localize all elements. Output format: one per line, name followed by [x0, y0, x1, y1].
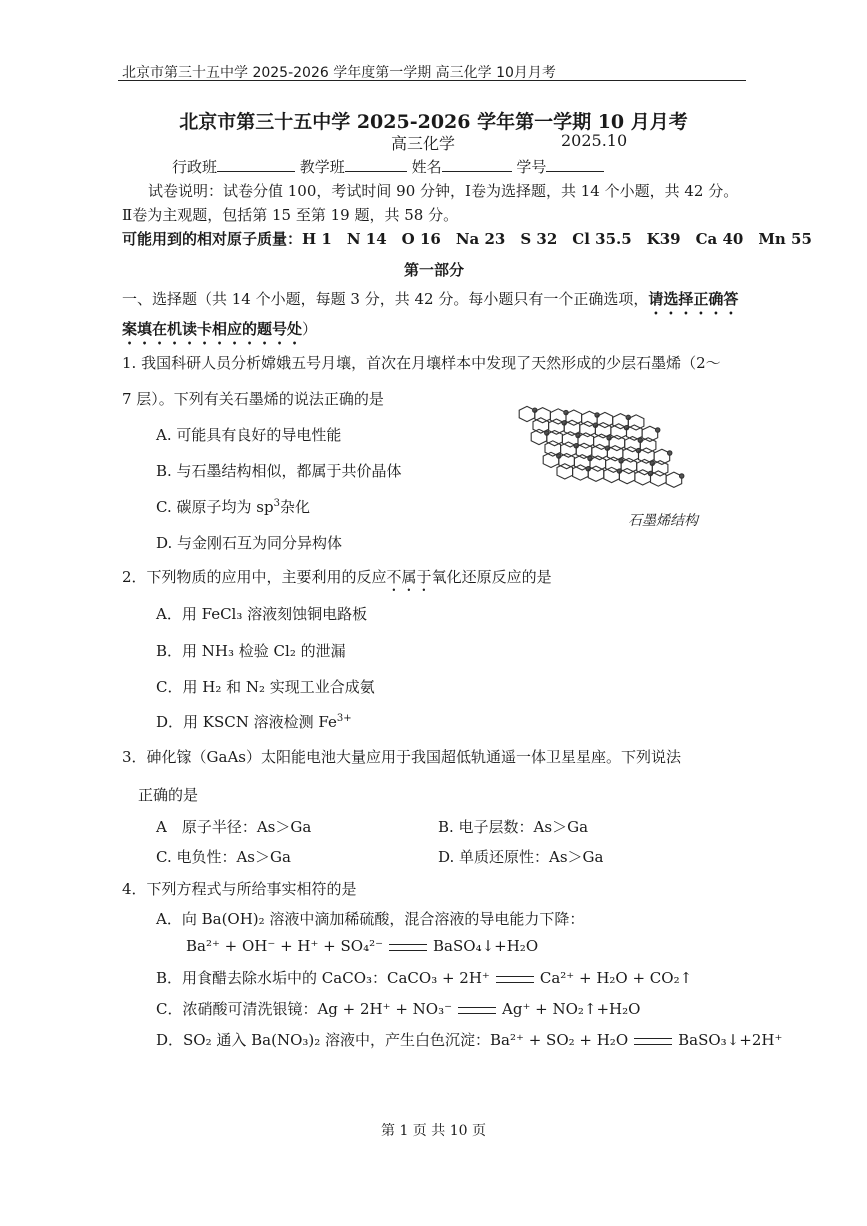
q3-stem-line-1: 3．砷化镓（GaAs）太阳能电池大量应用于我国超低轨通遥一体卫星星座。下列说法	[122, 748, 682, 766]
q2-stem	[122, 566, 552, 595]
field-class-teaching-blank[interactable]	[345, 157, 407, 172]
hexagon-ring	[628, 415, 644, 430]
q4-option-d	[156, 1029, 782, 1050]
hexagon-ring	[578, 433, 594, 448]
q2-option-d-text: D．用 KSCN 溶液检测 Fe	[156, 713, 337, 731]
instructions-line-2: Ⅱ卷为主观题，包括第 15 至第 19 题，共 58 分。	[122, 206, 459, 224]
field-number: 学号	[516, 158, 547, 176]
part-title: 第一部分	[404, 261, 465, 279]
section-intro-cont	[122, 318, 317, 348]
q1-option-a: A. 可能具有良好的导电性能	[156, 426, 342, 444]
hexagon-ring	[651, 471, 667, 486]
atomic-masses-label: 可能用到的相对原子质量：	[122, 230, 303, 248]
carbon-atom	[656, 428, 660, 432]
header-rule	[118, 80, 746, 81]
hexagon-ring	[609, 435, 625, 450]
q4-d-lhs: D．SO₂ 通入 Ba(NO₃)₂ 溶液中，产生白色沉淀：Ba²⁺ + SO₂ + H₂O	[156, 1031, 629, 1049]
hexagon-ring	[597, 412, 613, 427]
hexagon-ring	[543, 452, 559, 467]
hexagon-ring	[531, 429, 547, 444]
q2-stem-emphasis: 不属于	[386, 568, 432, 586]
instructions-line-1: 试卷说明：试卷分值 100，考试时间 90 分钟，Ⅰ卷为选择题，共 14 个小题，共 42 分。	[148, 182, 739, 200]
q3-stem-line-2: 正确的是	[138, 786, 199, 804]
q4-c-lhs: C．浓硝酸可清洗银镜：Ag + 2H⁺ + NO₃⁻	[156, 1000, 453, 1018]
graphene-structure-figure	[505, 398, 695, 514]
field-class-admin-blank[interactable]	[217, 157, 295, 172]
q4-option-a-equation	[186, 937, 538, 955]
section-intro-text: 一、选择题（共 14 个小题，每题 3 分，共 42 分。每小题只有一个正确选项，	[122, 290, 649, 308]
q4-option-b	[156, 967, 692, 988]
q2-option-c: C．用 H₂ 和 N₂ 实现工业合成氨	[156, 678, 375, 696]
exam-date: 2025.10	[561, 131, 628, 150]
field-number-blank[interactable]	[546, 157, 604, 172]
hexagon-ring	[535, 408, 551, 423]
q1-option-c-post: 杂化	[279, 498, 310, 516]
atomic-masses-values: H 1 N 14 O 16 Na 23 S 32 Cl 35.5 K39 Ca 40 Mn 55	[302, 230, 812, 248]
hexagon-ring	[635, 470, 651, 485]
q1-option-c-sup: 3	[273, 498, 280, 509]
section-emphasis-2: 案填在机读卡相应的题号处	[122, 320, 303, 338]
q3-option-d: D. 单质还原性：As＞Ga	[438, 848, 604, 866]
q2-option-b: B．用 NH₃ 检验 Cl₂ 的泄漏	[156, 642, 346, 660]
section-close: ）	[302, 320, 318, 338]
atomic-masses	[122, 228, 812, 249]
hexagon-ring	[519, 406, 535, 421]
hexagon-ring	[557, 464, 573, 479]
q2-option-a: A．用 FeCl₃ 溶液刻蚀铜电路板	[156, 605, 368, 623]
q3-option-c: C. 电负性：As＞Ga	[156, 848, 291, 866]
q4-a-equals-sign	[389, 944, 427, 951]
field-name-blank[interactable]	[442, 157, 512, 172]
hexagon-ring	[547, 431, 563, 446]
figure-caption: 石墨烯结构	[628, 513, 698, 529]
hexagon-ring	[573, 465, 589, 480]
q4-option-c	[156, 998, 640, 1019]
q2-option-d	[156, 711, 352, 732]
hexagon-ring	[619, 469, 635, 484]
hexagon-ring	[640, 438, 656, 453]
q4-a-lhs: Ba²⁺ + OH⁻ + H⁺ + SO₄²⁻	[186, 937, 384, 955]
q1-stem-line-1: 1. 我国科研人员分析嫦娥五号月壤，首次在月壤样本中发现了天然形成的少层石墨烯（2～	[122, 354, 721, 372]
q1-stem-line-2: 7 层）。下列有关石墨烯的说法正确的是	[122, 390, 384, 408]
q4-c-rhs: Ag⁺ + NO₂↑+H₂O	[502, 1000, 641, 1018]
hexagon-ring	[566, 410, 582, 425]
q4-option-a: A．向 Ba(OH)₂ 溶液中滴加稀硫酸，混合溶液的导电能力下降：	[156, 910, 585, 928]
exam-title: 北京市第三十五中学 2025-2026 学年第一学期 10 月月考	[179, 111, 688, 133]
q4-c-equals-sign	[458, 1007, 496, 1014]
q3-option-b: B. 电子层数：As＞Ga	[438, 818, 589, 836]
section-intro	[122, 288, 738, 318]
q4-d-rhs: BaSO₃↓+2H⁺	[678, 1031, 783, 1049]
q2-stem-post: 氧化还原反应的是	[431, 568, 552, 586]
hexagon-ring	[604, 467, 620, 482]
carbon-atom	[668, 451, 672, 455]
q4-b-equals-sign	[496, 976, 534, 983]
q4-b-lhs: B．用食醋去除水垢中的 CaCO₃：CaCO₃ + 2H⁺	[156, 969, 490, 987]
running-header: 北京市第三十五中学 2025-2026 学年度第一学期 高三化学 10月月考	[122, 65, 556, 81]
field-class-admin: 行政班	[172, 158, 218, 176]
q4-d-equals-sign	[634, 1038, 672, 1045]
page-footer: 第 1 页 共 10 页	[381, 1123, 486, 1139]
carbon-atom	[680, 474, 684, 478]
hexagon-ring	[652, 461, 668, 476]
q1-option-c-text: C. 碳原子均为 sp	[156, 498, 274, 516]
q3-option-a: A 原子半径：As＞Ga	[156, 818, 312, 836]
graphene-lattice	[519, 406, 684, 487]
q2-stem-pre: 2．下列物质的应用中，主要利用的反应	[122, 568, 387, 586]
q4-b-rhs: Ca²⁺ + H₂O + CO₂↑	[539, 969, 693, 987]
hexagon-ring	[666, 472, 682, 487]
subject-label: 高三化学	[391, 134, 456, 153]
field-name: 姓名	[411, 158, 442, 176]
q1-option-d: D. 与金刚石互为同分异构体	[156, 534, 343, 552]
section-emphasis-1: 请选择正确答	[648, 290, 739, 308]
hexagon-ring	[621, 458, 637, 473]
q4-stem: 4．下列方程式与所给事实相符的是	[122, 880, 357, 898]
field-class-teaching: 教学班	[299, 158, 345, 176]
q4-a-rhs: BaSO₄↓+H₂O	[433, 937, 539, 955]
student-fields	[172, 156, 604, 177]
q1-option-b: B. 与石墨结构相似，都属于共价晶体	[156, 462, 402, 480]
q2-option-d-sup: 3+	[336, 713, 352, 724]
hexagon-ring	[559, 454, 575, 469]
hexagon-ring	[588, 466, 604, 481]
q1-option-c	[156, 496, 310, 517]
